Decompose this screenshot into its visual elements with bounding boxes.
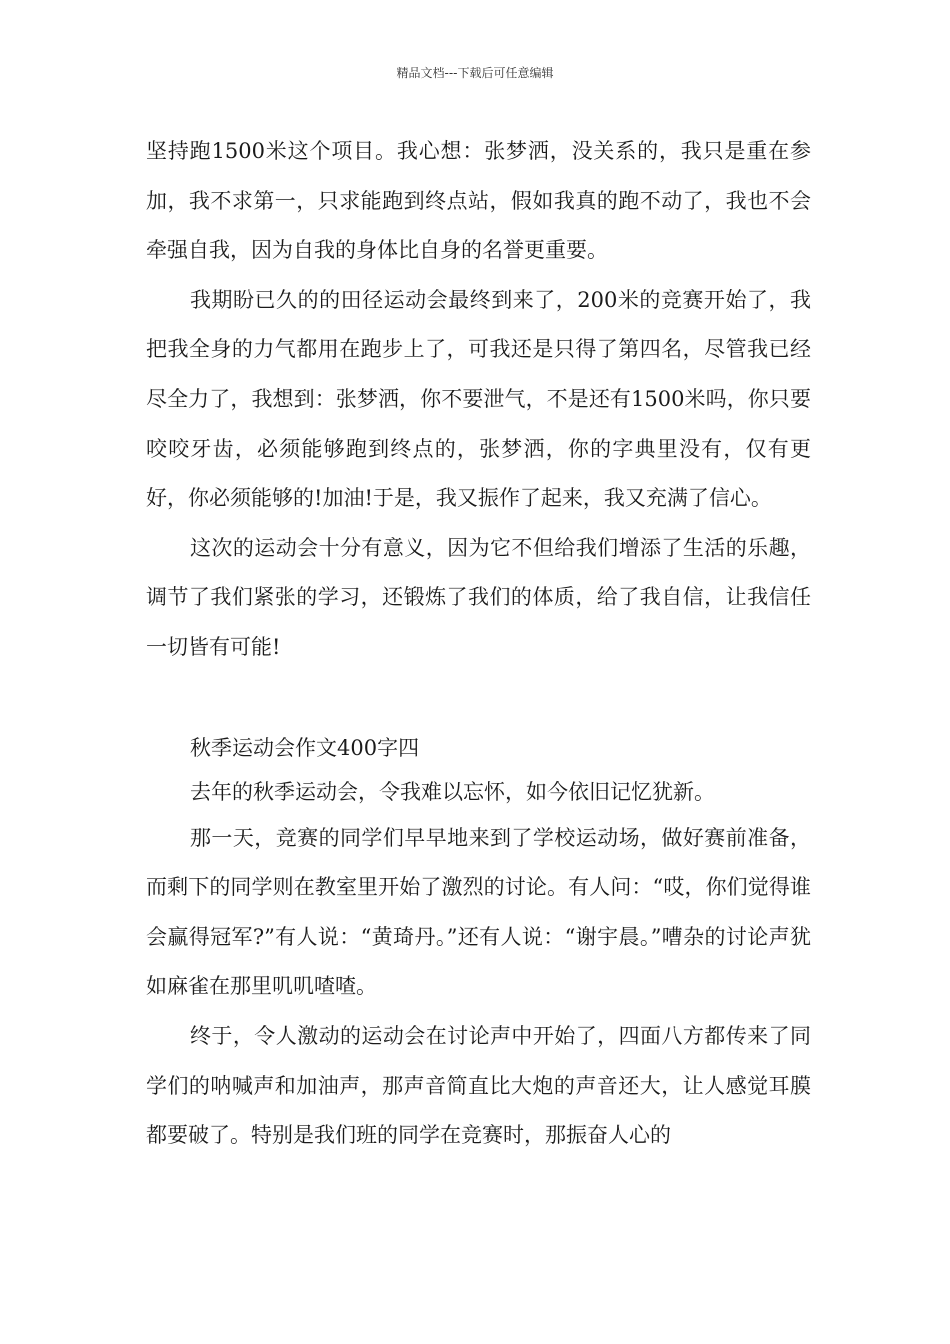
paragraph-intro: 去年的秋季运动会，令我难以忘怀，如今依旧记忆犹新。 bbox=[190, 779, 715, 804]
paragraph-continued: 坚持跑1500米这个项目。我心想：张梦洒，没关系的，我只是重在参加，我不求第一，只求能跑到终点站，假如我真的跑不动了，我也不会牵强自我，因为自我的身体比自身的名誉更重要。 bbox=[146, 139, 811, 263]
paragraph-meaning: 这次的运动会十分有意义，因为它不但给我们增添了生活的乐趣，调节了我们紧张的学习，还锻炼了我们的体质，给了我自信，让我信任一切皆有可能! bbox=[146, 535, 811, 659]
paragraph-race-200m: 我期盼已久的的田径运动会最终到来了，200米的竞赛开始了，我把我全身的力气都用在跑步上了，可我还是只得了第四名，尽管我已经尽全力了，我想到：张梦洒，你不要泄气，不是还有1500米吗，你只要咬咬牙齿，必须能够跑到终点的，张梦洒，你的字典里没有，仅有更好，你必须能够的!加油!于是，我又振作了起来，我又充满了信心。 bbox=[146, 287, 811, 511]
document-body bbox=[146, 127, 811, 1161]
page-header: 精品文档---下载后可任意编辑 bbox=[396, 66, 554, 80]
section-heading: 秋季运动会作文400字四 bbox=[190, 735, 420, 760]
paragraph-that-day: 那一天，竞赛的同学们早早地来到了学校运动场，做好赛前准备，而剩下的同学则在教室里开始了激烈的讨论。有人问：“哎，你们觉得谁会赢得冠军?”有人说：“黄琦丹。”还有人说：“谢宇晨。”嘈杂的讨论声犹如麻雀在那里叽叽喳喳。 bbox=[146, 825, 811, 999]
paragraph-meet-begins: 终于，令人激动的运动会在讨论声中开始了，四面八方都传来了同学们的呐喊声和加油声，那声音简直比大炮的声音还大，让人感觉耳膜都要破了。特别是我们班的同学在竞赛时，那振奋人心的 bbox=[146, 1023, 811, 1148]
section-gap bbox=[146, 673, 811, 726]
